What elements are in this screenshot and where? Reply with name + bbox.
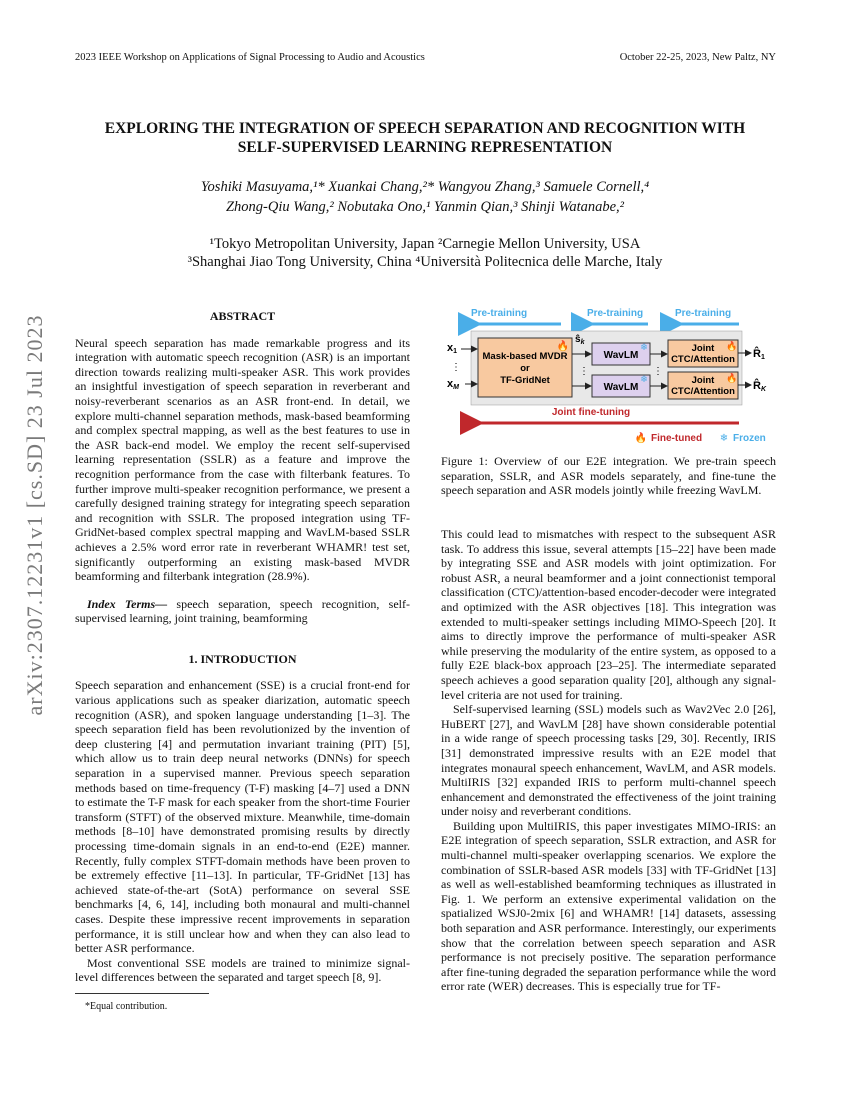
svg-text:⋮: ⋮ [653, 366, 663, 377]
intro-paragraph-2: Most conventional SSE models are trained to minimize signal-level differences between the separated and target speech [8, 9]. [75, 955, 410, 985]
affiliations [100, 235, 750, 271]
fire-icon: 🔥 [556, 341, 570, 352]
ctc-2-line-2: CTC/Attention [671, 386, 735, 397]
snowflake-icon: ❄ [640, 342, 648, 352]
input-xm: xM [447, 378, 459, 391]
pretraining-label-2: Pre-training [586, 308, 644, 319]
output-r1: R̂1 [753, 348, 765, 361]
conference-header: 2023 IEEE Workshop on Applications of Signal Processing to Audio and Acoustics [75, 52, 425, 63]
wavlm-label-2: WavLM [603, 382, 639, 393]
fire-icon: 🔥 [726, 341, 738, 351]
title-line-1: EXPLORING THE INTEGRATION OF SPEECH SEPARATION AND RECOGNITION WITH [104, 120, 746, 137]
pretraining-label-1: Pre-training [470, 308, 528, 319]
footnote: *Equal contribution. [85, 1000, 168, 1012]
ctc-2-line-1: Joint [691, 375, 715, 386]
wavlm-label-1: WavLM [603, 350, 639, 361]
authors-line-2: Zhong-Qiu Wang,² Nobutaka Ono,¹ Yanmin Qian,³ Shinji Watanabe,² [225, 199, 625, 215]
right-paragraph-1: This could lead to mismatches with respect to the subsequent ASR task. To address this issue, several attempts [15–22] have been made by integrating SSE and ASR models with joint optimization. For robust ASR, a neural beamformer and a joint connectionist temporal classification (CTC)/attention-based encoder-decoder were integrated and optimized with the ASR objectives [18]. This integration was extended to multi-speaker settings including MIMO-Speech [20]. It aims to directly improve the performance of multi-speaker ASR while preserving the modularity of the entire system, as opposed to a fully E2E black-box approach [23–25]. The intermediate separated speech achieves a good separation quality [20], although any signal-level criteria are not used for training. [441, 527, 776, 702]
snowflake-icon: ❄ [719, 433, 729, 444]
fire-icon: 🔥 [634, 433, 648, 444]
fire-icon: 🔥 [726, 373, 738, 383]
separation-line-2: or [520, 363, 530, 374]
footnote-divider [75, 993, 209, 994]
conference-date: October 22-25, 2023, New Paltz, NY [619, 52, 776, 63]
separation-line-3: TF-GridNet [500, 375, 550, 386]
ctc-1-line-1: Joint [691, 343, 715, 354]
svg-text:⋮: ⋮ [579, 366, 589, 377]
index-terms-text: speech separation, speech recognition, self-supervised learning, joint training, beamforming [75, 596, 410, 626]
intro-paragraph-1: Speech separation and enhancement (SSE) is a crucial front-end for various applications such as speaker diarization, automatic speech recognition (ASR), and spoken language understanding [1–3]. The speech separation field has been revolutionized by the invention of deep clustering [4] and permutation invariant training (PIT) [5], which allow us to train deep neural networks (DNNs) for speech separation in a supervised manner. Previous speech separation methods based on time-frequency (T-F) masking [4–7] used a DNN to estimate the T-F mask for each speaker from the short-time Fourier transform (STFT) of the observed mixture. Meanwhile, time-domain methods [8–10] have demonstrated promising results by directly processing time-domain signals in an end-to-end (E2E) manner. Recently, fully complex STFT-domain methods have been proven to be extremely effective [11–13]. In particular, TF-GridNet [13] has achieved state-of-the-art (SotA) performance on several SSE benchmarks [4, 6, 14], including both monaural and multi-channel cases. Despite these impressive recent improvements in separation performance, it is still unclear how and when they can also lead to better ASR performance. [75, 678, 410, 956]
title-line-2: SELF-SUPERVISED LEARNING REPRESENTATION [237, 139, 613, 156]
abstract-text: Neural speech separation has made remarkable progress and its integration with automatic speech recognition (ASR) is an important direction towards realizing multi-speaker ASR. This work provides an insightful investigation of speech separation in reverberant and noisy-reverberant scenarios as an ASR front-end. In detail, we explore multi-channel separation methods, mask-based beamforming and complex spectral mapping, as well as the best features to use in the ASR back-end model. We employ the recent self-supervised learning representation (SSLR) as a feature and improve the recognition performance from the case with filterbank features. To further improve multi-speaker recognition performance, we present a carefully designed training strategy for integrating speech separation and recognition with SSLR. The proposed integration using TF-GridNet-based complex spectral mapping and WavLM-based SSLR achieves a 2.5% word error rate in reverberant WHAMR! test set, significantly outperforming an existing mask-based MVDR beamforming and filterbank integration (28.9%). [75, 335, 410, 584]
left-column [75, 309, 410, 1015]
input-dots: ⋮ [451, 362, 461, 373]
arxiv-stamp-text: arXiv:2307.12231v1 [cs.SD] 23 Jul 2023 [22, 314, 47, 716]
affil-line-2: ³Shanghai Jiao Tong University, China ⁴Università Politecnica delle Marche, Italy [187, 254, 663, 270]
paper-title [70, 119, 780, 157]
joint-finetuning-label: Joint fine-tuning [551, 407, 631, 418]
figure-1-diagram [441, 305, 776, 453]
output-rk: R̂K [753, 380, 767, 393]
legend-frozen: Frozen [733, 433, 766, 444]
pretraining-label-3: Pre-training [674, 308, 732, 319]
intro-heading: 1. INTRODUCTION [188, 651, 297, 666]
separated-signal-label: $ŝ_k$ [575, 334, 585, 346]
index-terms-label: Index Terms— [87, 596, 168, 611]
figure-1-caption: Figure 1: Overview of our E2E integration. We pre-train speech separation, SSLR, and ASR models separately, and fine-tune the speech separation and ASR models jointly while freezing WavLM. [441, 454, 776, 498]
author-list [100, 177, 750, 217]
index-terms [75, 597, 410, 626]
authors-line-1: Yoshiki Masuyama,¹* Xuankai Chang,²* Wangyou Zhang,³ Samuele Cornell,⁴ [200, 179, 650, 195]
legend-finetuned: Fine-tuned [651, 433, 703, 444]
snowflake-icon: ❄ [640, 374, 648, 384]
abstract-heading: ABSTRACT [209, 309, 276, 323]
separation-line-1: Mask-based MVDR [482, 351, 568, 362]
right-paragraph-3: Building upon MultiIRIS, this paper investigates MIMO-IRIS: an E2E integration of speech separation, SSLR extraction, and ASR for multi-channel multi-speaker overlapping scenarios. We explore the combination of SSLR-based ASR models [33] with TF-GridNet [13] as well as well-established beamforming techniques as illustrated in Fig. 1. We perform an extensive experimental validation on the spatialized WSJ0-2mix [6] and WHAMR! [14] datasets, assessing both separation and ASR performance. Interestingly, our experiments show that the correlation between speech separation and ASR performance is not precisely positive. The separation performance after fine-tuning degraded the separation performance while the word error rate (WER) decreases. This is especially true for TF- [441, 818, 776, 994]
input-x1: x1 [447, 342, 458, 355]
arxiv-stamp [10, 300, 60, 730]
right-paragraph-2: Self-supervised learning (SSL) models such as Wav2Vec 2.0 [26], HuBERT [27], and WavLM [28] have shown considerable potential in a wide range of speech processing tasks [29, 30]. Recently, IRIS [31] demonstrated impressive results with an E2E model that integrates monaural speech enhancement, WavLM, and ASR models. MultiIRIS [32] expanded IRIS to perform multi-channel speech enhancement and demonstrated the effectiveness of the joint training under noisy and reverberant conditions. [441, 702, 776, 819]
affil-line-1: ¹Tokyo Metropolitan University, Japan ²Carnegie Mellon University, USA [209, 236, 641, 252]
ctc-1-line-2: CTC/Attention [671, 354, 735, 365]
right-column [441, 527, 776, 994]
